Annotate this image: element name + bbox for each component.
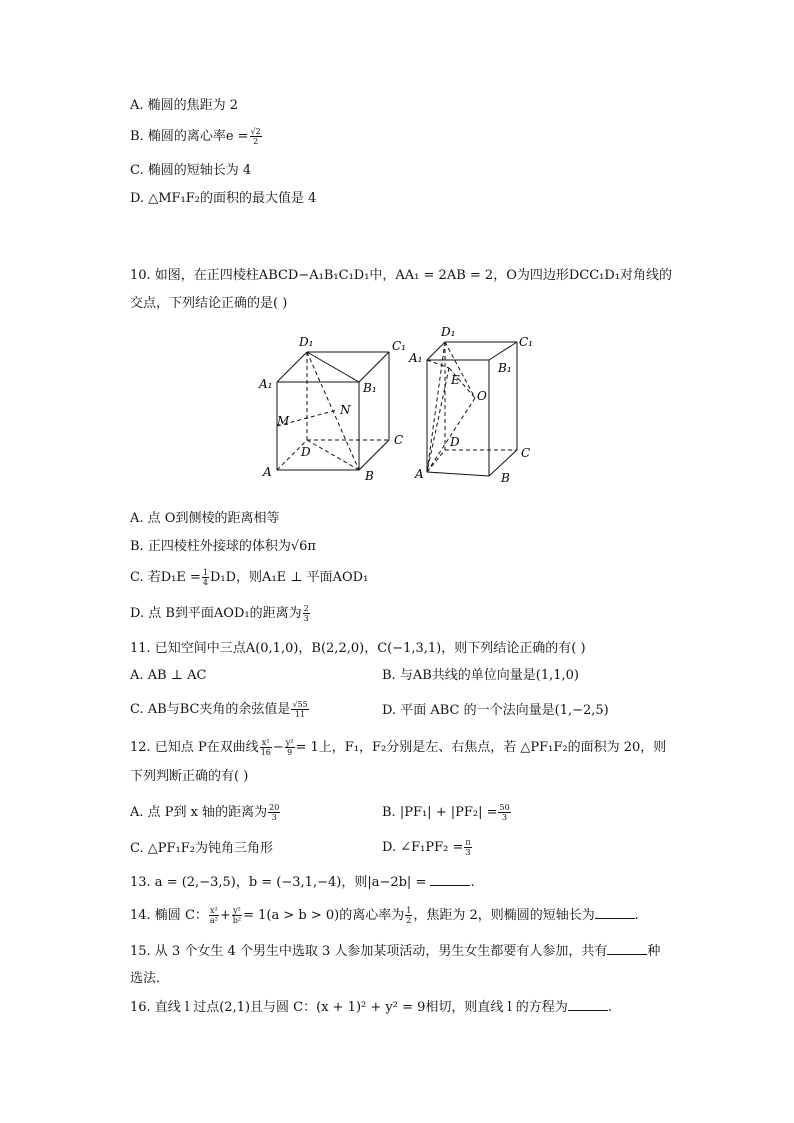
prism-figure-1	[255, 330, 415, 485]
label-d: D	[301, 445, 311, 459]
q9-option-c: C. 椭圆的短轴长为 4	[130, 163, 252, 178]
label-c1: C₁	[392, 339, 406, 353]
fraction: $\frac{\text{y²}}{\text{b²}}$	[232, 906, 242, 925]
q10-option-d: D. 点 B到平面AOD₁的距离为 $\frac{2}{3}$	[130, 604, 309, 623]
answer-blank[interactable]	[430, 873, 470, 886]
label-a: A	[263, 465, 272, 479]
label-e: E	[451, 373, 460, 387]
label-b: B	[501, 471, 510, 485]
q11-stem: 11. 已知空间中三点A(0,1,0)，B(2,2,0)，C(−1,3,1)，则下列结论正确的有( )	[130, 641, 586, 656]
q15-line1: 15. 从 3 个女生 4 个男生中选取 3 人参加某项活动，男生女生都要有人参加，共有 种	[130, 944, 661, 959]
label-b: B	[365, 469, 374, 483]
label-c: C	[394, 433, 404, 447]
fraction: $\frac{2}{3}$	[303, 604, 309, 623]
fraction: $\frac{\text{x²}}{\text{a²}}$	[209, 906, 218, 925]
q12-option-c: C. △PF₁F₂为钝角三角形	[130, 841, 273, 856]
label-n: N	[340, 403, 351, 417]
answer-blank[interactable]	[568, 998, 608, 1011]
label-d1: D₁	[299, 335, 314, 349]
fraction: $\frac{20}{3}$	[269, 803, 280, 822]
fraction: $\frac{50}{3}$	[499, 803, 510, 822]
q9-option-a: A. 椭圆的焦距为 2	[130, 98, 239, 113]
label-a: A	[415, 467, 424, 481]
q12-option-d: D. ∠F₁PF₂ = $\frac{\pi}{3}$	[382, 838, 471, 857]
fraction: $\frac{√55}{11}$	[292, 700, 308, 719]
q10-option-a: A. 点 O到侧棱的距离相等	[130, 511, 280, 526]
label-a1: A₁	[259, 377, 273, 391]
fraction: $\frac{√2}{2}$	[250, 127, 261, 146]
label-d: D	[450, 435, 460, 449]
q12-stem-line2: 下列判断正确的有( )	[130, 769, 249, 784]
label-o: O	[477, 389, 487, 403]
q9-option-b: B. 椭圆的离心率e = $\frac{√2}{2}$	[130, 127, 261, 146]
q10-stem-line2: 交点，下列结论正确的是( )	[130, 296, 288, 311]
label-c: C	[521, 446, 531, 460]
q11-option-a: A. AB ⊥ AC	[130, 668, 207, 683]
answer-blank[interactable]	[595, 906, 635, 919]
label-m: M	[277, 414, 290, 428]
q12-option-b: B. |PF₁| + |PF₂| = $\frac{50}{3}$	[382, 803, 510, 822]
label-c1: C₁	[519, 335, 533, 349]
q10-option-b: B. 正四棱柱外接球的体积为√6π	[130, 539, 316, 554]
q9-option-d: D. △MF₁F₂的面积的最大值是 4	[130, 191, 317, 206]
label-a1: A₁	[409, 351, 423, 365]
fraction: $\frac{1}{4}$	[202, 568, 208, 587]
fraction: $\frac{\pi}{3}$	[465, 838, 471, 857]
label-b1: B₁	[363, 381, 377, 395]
q15-line2: 选法．	[130, 971, 170, 986]
label-d1: D₁	[441, 325, 456, 339]
q10-stem-line1: 10. 如图，在正四棱柱ABCD−A₁B₁C₁D₁中，AA₁ = 2AB = 2，O为四边形DCC₁D₁对角线的	[130, 268, 673, 283]
q11-option-c: C. AB与BC夹角的余弦值是 $\frac{√55}{11}$	[130, 700, 308, 719]
fraction: $\frac{1}{2}$	[406, 906, 412, 925]
q13: 13. a = (2,−3,5)，b = (−3,1,−4)，则|a−2b| = .	[130, 875, 475, 890]
prism-figure-2	[405, 320, 550, 488]
label-b1: B₁	[498, 361, 512, 375]
q16: 16. 直线 l 过点(2,1)且与圆 C：(x + 1)² + y² = 9相切，则直线 l 的方程为 .	[130, 1000, 612, 1015]
fraction: $\frac{\text{y²}}{9}$	[285, 738, 294, 757]
q14: 14. 椭圆 C： $\frac{\text{x²}}{\text{a²}}$ + $\frac{\text{y²}}{\text{b²}}$ = 1(a > b > 0)的离心率为 $\frac{1}{2}$ ，焦距为 2，则椭圆的短轴长为 .	[130, 906, 639, 925]
q10-option-c: C. 若D₁E = $\frac{1}{4}$ D₁D，则A₁E ⊥ 平面AOD₁	[130, 568, 369, 587]
q11-option-d: D. 平面 ABC 的一个法向量是(1,−2,5)	[382, 703, 609, 718]
fraction: $\frac{\text{x²}}{16}$	[260, 738, 271, 757]
q12-option-a: A. 点 P到 x 轴的距离为 $\frac{20}{3}$	[130, 803, 280, 822]
q11-option-b: B. 与AB共线的单位向量是(1,1,0)	[382, 668, 579, 683]
answer-blank[interactable]	[607, 942, 647, 955]
q12-stem-line1: 12. 已知点 P在双曲线 $\frac{\text{x²}}{16}$ − $\frac{\text{y²}}{9}$ = 1上，F₁，F₂分别是左、右焦点，若 △PF₁F₂的面积为 20，则	[130, 738, 667, 757]
